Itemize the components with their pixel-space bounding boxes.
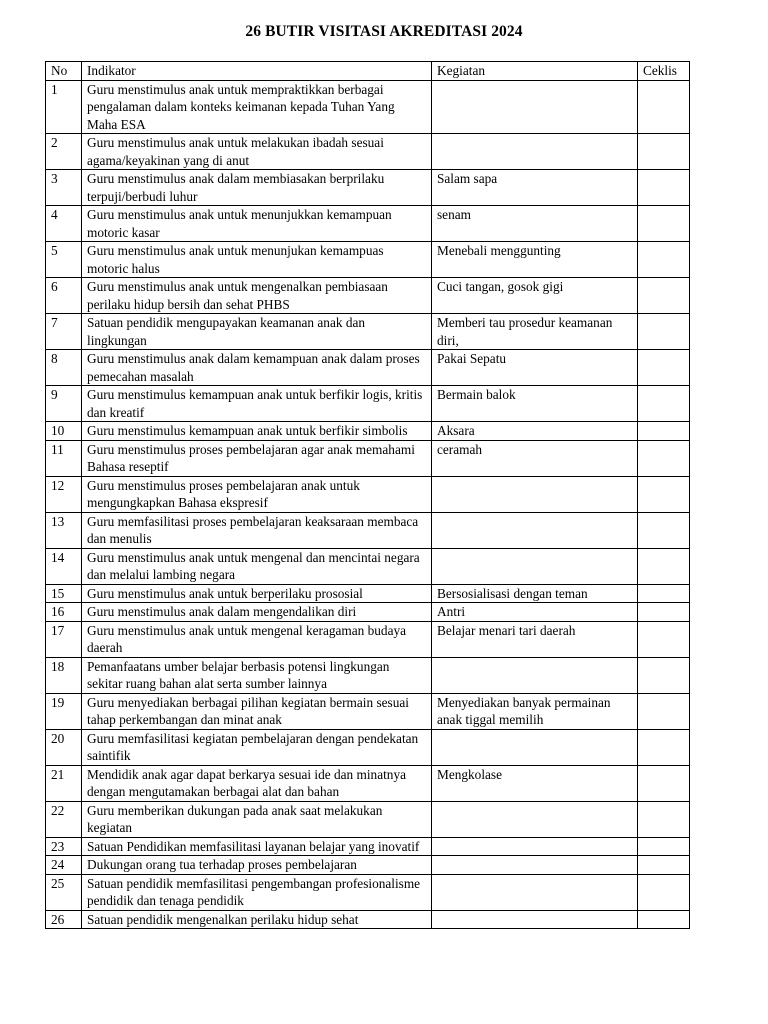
header-indikator: Indikator xyxy=(82,62,432,81)
checklist-cell[interactable] xyxy=(638,440,690,476)
indicator-cell: Guru menstimulus anak dalam kemampuan anak dalam proses pemecahan masalah xyxy=(82,350,432,386)
indicator-cell: Guru menstimulus anak untuk mengenal keragaman budaya daerah xyxy=(82,621,432,657)
table-row xyxy=(46,206,690,242)
table-row xyxy=(46,584,690,603)
table-row xyxy=(46,621,690,657)
indicator-cell: Guru menstimulus anak untuk mempraktikkan berbagai pengalaman dalam konteks keimanan kepada Tuhan Yang Maha ESA xyxy=(82,80,432,134)
indicator-cell: Mendidik anak agar dapat berkarya sesuai ide dan minatnya dengan mengutamakan berbagai alat dan bahan xyxy=(82,765,432,801)
row-number: 4 xyxy=(46,206,82,242)
activity-cell xyxy=(432,134,638,170)
row-number: 11 xyxy=(46,440,82,476)
checklist-cell[interactable] xyxy=(638,80,690,134)
checklist-cell[interactable] xyxy=(638,350,690,386)
checklist-cell[interactable] xyxy=(638,548,690,584)
table-row xyxy=(46,422,690,441)
table-row xyxy=(46,134,690,170)
activity-cell: senam xyxy=(432,206,638,242)
row-number: 13 xyxy=(46,512,82,548)
indicator-cell: Pemanfaatans umber belajar berbasis potensi lingkungan sekitar ruang bahan alat serta sumber lainnya xyxy=(82,657,432,693)
checklist-cell[interactable] xyxy=(638,693,690,729)
checklist-cell[interactable] xyxy=(638,801,690,837)
table-row xyxy=(46,80,690,134)
indicator-cell: Guru memberikan dukungan pada anak saat melakukan kegiatan xyxy=(82,801,432,837)
row-number: 3 xyxy=(46,170,82,206)
indicator-cell: Satuan pendidik memfasilitasi pengembangan profesionalisme pendidik dan tenaga pendidik xyxy=(82,874,432,910)
row-number: 18 xyxy=(46,657,82,693)
activity-cell xyxy=(432,874,638,910)
checklist-cell[interactable] xyxy=(638,765,690,801)
checklist-cell[interactable] xyxy=(638,729,690,765)
activity-cell xyxy=(432,512,638,548)
checklist-cell[interactable] xyxy=(638,512,690,548)
row-number: 23 xyxy=(46,837,82,856)
checklist-cell[interactable] xyxy=(638,837,690,856)
checklist-cell[interactable] xyxy=(638,910,690,929)
activity-cell xyxy=(432,910,638,929)
checklist-cell[interactable] xyxy=(638,206,690,242)
activity-cell: Mengkolase xyxy=(432,765,638,801)
checklist-cell[interactable] xyxy=(638,657,690,693)
activity-cell: Memberi tau prosedur keamanan diri, xyxy=(432,314,638,350)
activity-cell: Menyediakan banyak permainan anak tiggal memilih xyxy=(432,693,638,729)
table-row xyxy=(46,801,690,837)
indicator-cell: Guru menstimulus anak untuk berperilaku prososial xyxy=(82,584,432,603)
table-row xyxy=(46,278,690,314)
indicator-cell: Guru memfasilitasi kegiatan pembelajaran dengan pendekatan saintifik xyxy=(82,729,432,765)
indicator-cell: Guru menstimulus anak untuk menunjukkan kemampuan motoric kasar xyxy=(82,206,432,242)
checklist-cell[interactable] xyxy=(638,170,690,206)
table-row xyxy=(46,765,690,801)
table-row xyxy=(46,729,690,765)
visitation-table xyxy=(45,61,690,929)
row-number: 5 xyxy=(46,242,82,278)
checklist-cell[interactable] xyxy=(638,386,690,422)
row-number: 8 xyxy=(46,350,82,386)
indicator-cell: Guru menstimulus kemampuan anak untuk berfikir simbolis xyxy=(82,422,432,441)
header-no: No xyxy=(46,62,82,81)
indicator-cell: Satuan Pendidikan memfasilitasi layanan belajar yang inovatif xyxy=(82,837,432,856)
row-number: 24 xyxy=(46,856,82,875)
checklist-cell[interactable] xyxy=(638,584,690,603)
row-number: 2 xyxy=(46,134,82,170)
activity-cell xyxy=(432,801,638,837)
checklist-cell[interactable] xyxy=(638,874,690,910)
row-number: 1 xyxy=(46,80,82,134)
checklist-cell[interactable] xyxy=(638,476,690,512)
checklist-cell[interactable] xyxy=(638,278,690,314)
table-row xyxy=(46,242,690,278)
row-number: 25 xyxy=(46,874,82,910)
indicator-cell: Guru menstimulus kemampuan anak untuk berfikir logis, kritis dan kreatif xyxy=(82,386,432,422)
row-number: 10 xyxy=(46,422,82,441)
table-row xyxy=(46,856,690,875)
checklist-cell[interactable] xyxy=(638,422,690,441)
activity-cell: Antri xyxy=(432,603,638,622)
indicator-cell: Guru menyediakan berbagai pilihan kegiatan bermain sesuai tahap perkembangan dan minat anak xyxy=(82,693,432,729)
checklist-cell[interactable] xyxy=(638,603,690,622)
row-number: 22 xyxy=(46,801,82,837)
checklist-cell[interactable] xyxy=(638,856,690,875)
activity-cell: Salam sapa xyxy=(432,170,638,206)
row-number: 7 xyxy=(46,314,82,350)
table-header-row xyxy=(46,62,690,81)
table-row xyxy=(46,476,690,512)
table-row xyxy=(46,386,690,422)
table-row xyxy=(46,512,690,548)
activity-cell xyxy=(432,657,638,693)
row-number: 9 xyxy=(46,386,82,422)
table-row xyxy=(46,548,690,584)
row-number: 6 xyxy=(46,278,82,314)
indicator-cell: Satuan pendidik mengupayakan keamanan anak dan lingkungan xyxy=(82,314,432,350)
header-ceklis: Ceklis xyxy=(638,62,690,81)
row-number: 14 xyxy=(46,548,82,584)
table-row xyxy=(46,603,690,622)
activity-cell: Belajar menari tari daerah xyxy=(432,621,638,657)
activity-cell xyxy=(432,80,638,134)
indicator-cell: Guru menstimulus anak dalam mengendalikan diri xyxy=(82,603,432,622)
indicator-cell: Guru menstimulus anak untuk melakukan ibadah sesuai agama/keyakinan yang di anut xyxy=(82,134,432,170)
table-row xyxy=(46,170,690,206)
table-row xyxy=(46,440,690,476)
indicator-cell: Satuan pendidik mengenalkan perilaku hidup sehat xyxy=(82,910,432,929)
indicator-cell: Guru menstimulus proses pembelajaran anak untuk mengungkapkan Bahasa ekspresif xyxy=(82,476,432,512)
indicator-cell: Guru menstimulus proses pembelajaran agar anak memahami Bahasa reseptif xyxy=(82,440,432,476)
row-number: 16 xyxy=(46,603,82,622)
table-row xyxy=(46,314,690,350)
table-body xyxy=(46,80,690,929)
table-row xyxy=(46,837,690,856)
row-number: 17 xyxy=(46,621,82,657)
document-title: 26 BUTIR VISITASI AKREDITASI 2024 xyxy=(245,23,523,40)
activity-cell xyxy=(432,856,638,875)
checklist-cell[interactable] xyxy=(638,134,690,170)
activity-cell: Menebali menggunting xyxy=(432,242,638,278)
activity-cell: ceramah xyxy=(432,440,638,476)
indicator-cell: Guru menstimulus anak untuk menunjukan kemampuas motoric halus xyxy=(82,242,432,278)
header-kegiatan: Kegiatan xyxy=(432,62,638,81)
activity-cell xyxy=(432,476,638,512)
activity-cell xyxy=(432,837,638,856)
indicator-cell: Guru menstimulus anak dalam membiasakan berprilaku terpuji/berbudi luhur xyxy=(82,170,432,206)
row-number: 20 xyxy=(46,729,82,765)
row-number: 19 xyxy=(46,693,82,729)
row-number: 21 xyxy=(46,765,82,801)
activity-cell: Bersosialisasi dengan teman xyxy=(432,584,638,603)
indicator-cell: Dukungan orang tua terhadap proses pembelajaran xyxy=(82,856,432,875)
activity-cell: Bermain balok xyxy=(432,386,638,422)
activity-cell xyxy=(432,729,638,765)
table-row xyxy=(46,693,690,729)
row-number: 26 xyxy=(46,910,82,929)
checklist-cell[interactable] xyxy=(638,621,690,657)
table-row xyxy=(46,657,690,693)
table-row xyxy=(46,350,690,386)
row-number: 12 xyxy=(46,476,82,512)
activity-cell: Aksara xyxy=(432,422,638,441)
table-row xyxy=(46,874,690,910)
table-row xyxy=(46,910,690,929)
activity-cell: Pakai Sepatu xyxy=(432,350,638,386)
row-number: 15 xyxy=(46,584,82,603)
activity-cell: Cuci tangan, gosok gigi xyxy=(432,278,638,314)
checklist-cell[interactable] xyxy=(638,314,690,350)
indicator-cell: Guru memfasilitasi proses pembelajaran keaksaraan membaca dan menulis xyxy=(82,512,432,548)
indicator-cell: Guru menstimulus anak untuk mengenalkan pembiasaan perilaku hidup bersih dan sehat PHBS xyxy=(82,278,432,314)
indicator-cell: Guru menstimulus anak untuk mengenal dan mencintai negara dan melalui lambing negara xyxy=(82,548,432,584)
activity-cell xyxy=(432,548,638,584)
checklist-cell[interactable] xyxy=(638,242,690,278)
